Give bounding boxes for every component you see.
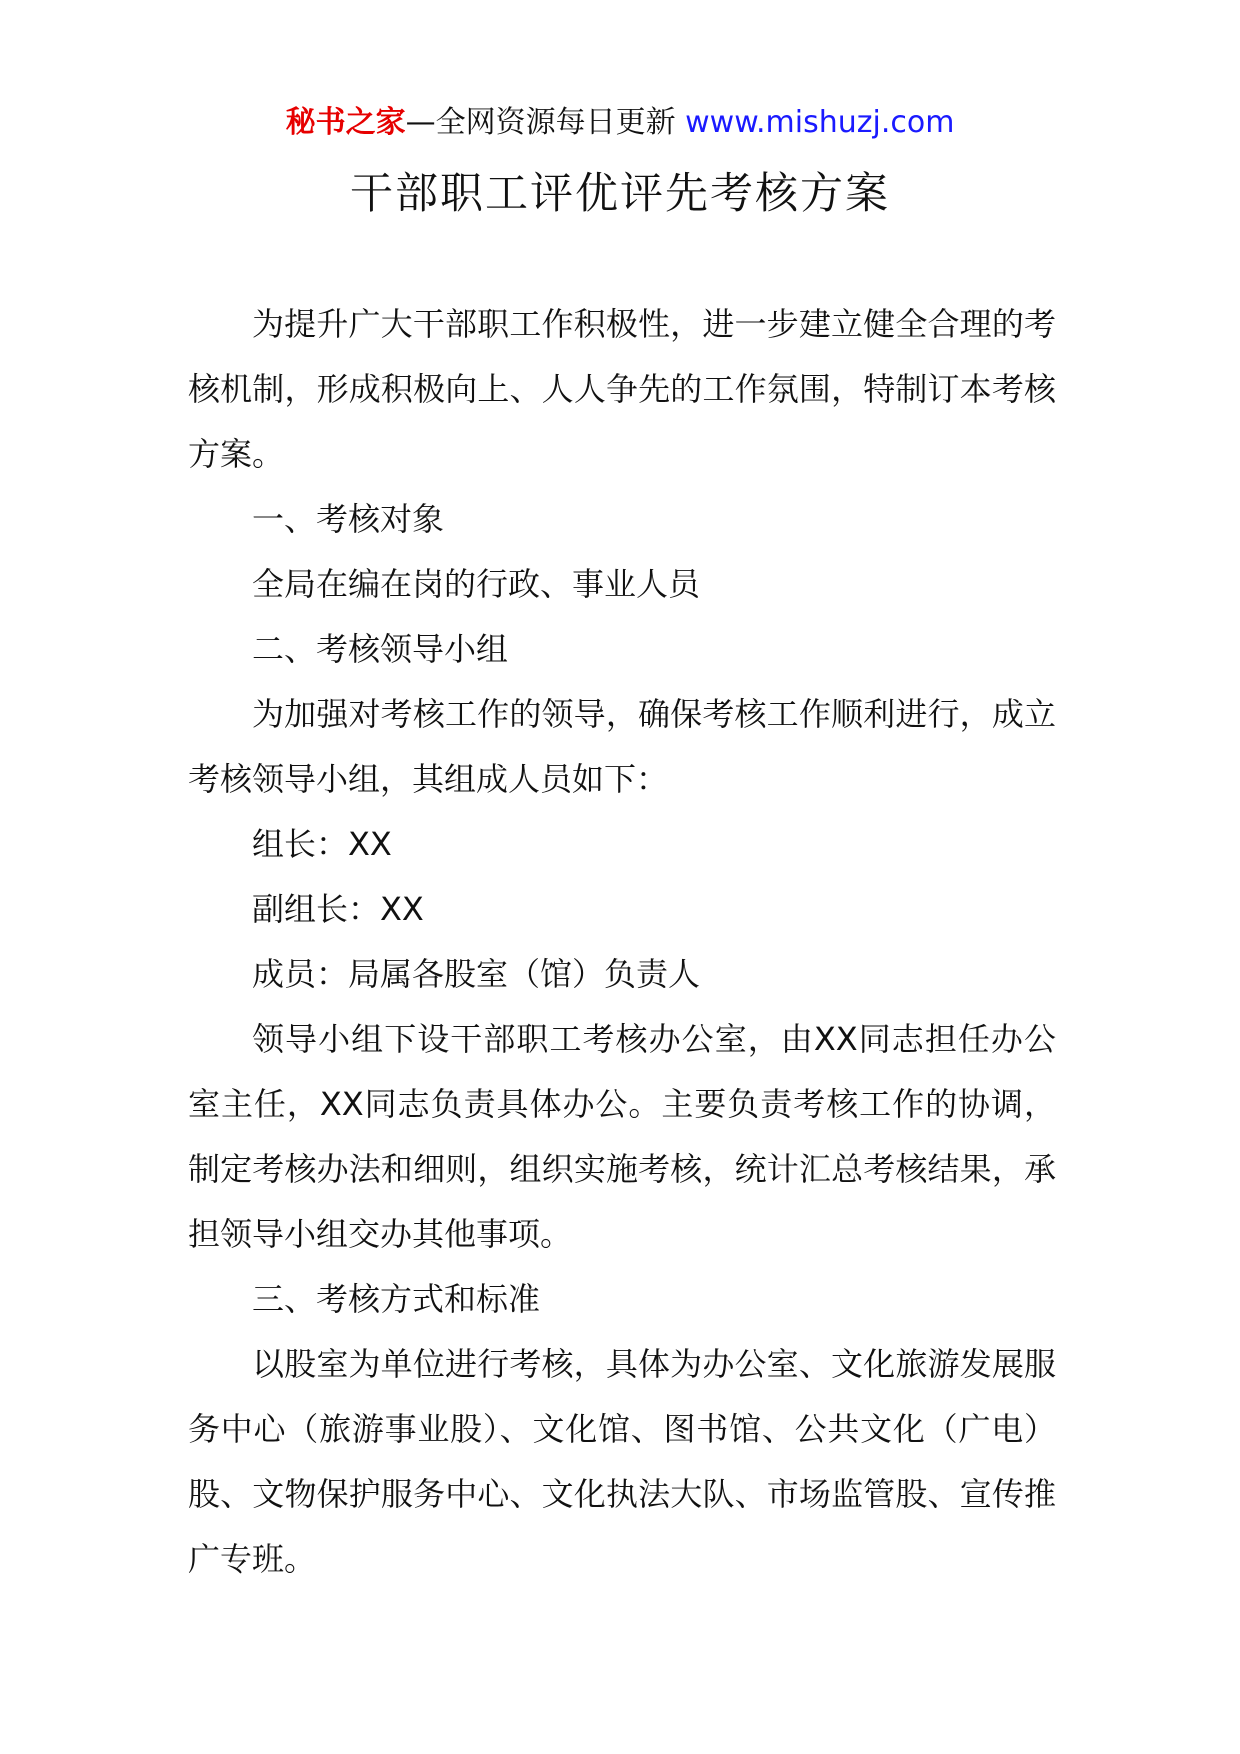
site-brand: 秘书之家 [285, 105, 406, 140]
section-3-content: 以股室为单位进行考核，具体为办公室、文化旅游发展服务中心（旅游事业股）、文化馆、图书馆、公共文化（广电）股、文物保护服务中心、文化执法大队、市场监管股、宣传推广专班。 [188, 1345, 1056, 1578]
document-title: 干部职工评优评先考核方案 [350, 169, 890, 219]
section-heading-1: 一、考核对象 [252, 500, 445, 538]
document-body [188, 292, 1056, 1592]
members-line: 成员：局属各股室（馆）负责人 [252, 955, 701, 993]
intro-paragraph: 为提升广大干部职工作积极性，进一步建立健全合理的考核机制，形成积极向上、人人争先的工作氛围，特制订本考核方案。 [188, 305, 1056, 473]
section-2-intro: 为加强对考核工作的领导，确保考核工作顺利进行，成立考核领导小组，其组成人员如下： [188, 695, 1056, 798]
site-url-link[interactable]: www.mishuzj.com [685, 105, 955, 140]
section-1-content: 全局在编在岗的行政、事业人员 [252, 565, 701, 603]
site-header [0, 103, 1240, 143]
office-paragraph: 领导小组下设干部职工考核办公室，由XX同志担任办公室主任，XX同志负责具体办公。主要负责考核工作的协调，制定考核办法和细则，组织实施考核，统计汇总考核结果，承担领导小组交办其他事项。 [188, 1020, 1056, 1253]
leader-line: 组长：XX [252, 825, 392, 863]
section-heading-3: 三、考核方式和标准 [252, 1280, 541, 1318]
section-heading-2: 二、考核领导小组 [252, 630, 509, 668]
deputy-leader-line: 副组长：XX [252, 890, 424, 928]
site-tagline: —全网资源每日更新 [405, 105, 676, 140]
